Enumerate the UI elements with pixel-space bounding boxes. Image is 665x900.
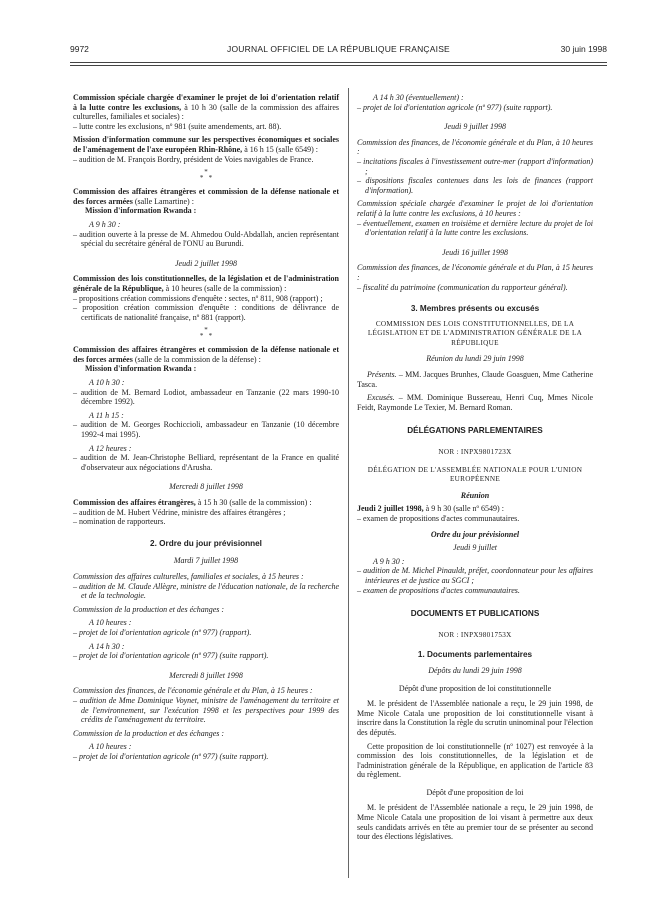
reunion-heading: Réunion [460, 490, 490, 500]
list-item: – audition de M. François Bordry, président de Voies navigables de France. [73, 154, 314, 164]
mission-label: Mission d'information Rwanda : [85, 206, 197, 216]
block-mission-rhin-rhone: Mission d'information commune sur les perspectives économiques et sociales de l'aménagement de l'axe européen Rhin-Rhône, à 16 h 15 (salle 6549) : [73, 135, 339, 154]
time-label: A 12 heures : [89, 443, 132, 453]
date-heading: Jeudi 2 juillet 1998 [175, 258, 237, 268]
list-item: – audition ouverte à la presse de M. Ahmedou Ould-Abdallah, ancien représentant spécial du secrétaire général de l'ONU au Burundi. [73, 229, 339, 249]
list-item: – audition de M. Bernard Lodiot, ambassadeur en Tanzanie (22 mars 1990-10 décembre 1992). [73, 387, 339, 407]
separator-stars: * * * [199, 326, 213, 341]
left-column [73, 93, 339, 761]
separator-stars: * * * [199, 168, 213, 183]
list-item: – audition de M. Jean-Christophe Belliard, représentant de la France en qualité d'observateur aux négociations d'Arusha. [73, 453, 339, 472]
deposit-title: Dépôt d'une proposition de loi [426, 787, 524, 797]
list-item: – nomination de rapporteurs. [73, 517, 166, 527]
nor-reference: NOR : INPX9801753X [438, 630, 512, 639]
commission-name: COMMISSION DES LOIS CONSTITUTIONNELLES, DE LA LÉGISLATION ET DE L'ADMINISTRATION GÉNÉRALE DE LA RÉPUBLIQUE [367, 319, 583, 347]
meeting-line: Jeudi 2 juillet 1998, à 9 h 30 (salle nº 6549) : [357, 504, 504, 514]
list-item: – projet de loi d'orientation agricole (nº 977) (suite rapport). [357, 102, 553, 112]
commission-line: Commission des finances, de l'économie générale et du Plan, à 15 heures : [73, 686, 313, 696]
list-item: – projet de loi d'orientation agricole (nº 977) (suite rapport). [73, 751, 269, 761]
commission-line: Commission de la production et des échanges : [73, 604, 225, 614]
mission-label: Mission d'information Rwanda : [85, 364, 197, 374]
list-item: – fiscalité du patrimoine (communication du rapporteur général). [357, 282, 568, 292]
time-label: A 14 h 30 : [89, 641, 125, 651]
paragraph: M. le président de l'Assemblée nationale a reçu, le 29 juin 1998, de Mme Nicole Catala une proposition de loi constitutionnelle visant à inscrire dans la Constitution la règle du scrutin uninominal pour l'élection des députés. [357, 699, 593, 737]
journal-title: JOURNAL OFFICIEL DE LA RÉPUBLIQUE FRANÇAISE [227, 44, 450, 54]
section-heading: 2. Ordre du jour prévisionnel [150, 538, 262, 548]
time-label: A 14 h 30 (éventuellement) : [373, 93, 464, 102]
list-item: – examen de propositions d'actes communautaires. [357, 514, 520, 523]
delegation-name: DÉLÉGATION DE L'ASSEMBLÉE NATIONALE POUR L'UNION EUROPÉENNE [367, 465, 583, 484]
list-item: – projet de loi d'orientation agricole (nº 977) (suite rapport). [73, 651, 269, 661]
list-item: – lutte contre les exclusions, nº 981 (suite amendements, art. 88). [73, 121, 282, 131]
time-label: A 9 h 30 : [89, 219, 121, 229]
list-item: – dispositions fiscales contenues dans les lois de finances (rapport d'information). [357, 176, 593, 195]
block-affaires-etrangeres-3: Commission des affaires étrangères, à 15 h 30 (salle de la commission) : [73, 498, 312, 507]
commission-line: Commission spéciale chargée d'examiner le projet de loi d'orientation relatif à la lutte contre les exclusions, à 10 heures : [357, 199, 593, 218]
nor-reference: NOR : INPX9801723X [438, 448, 512, 457]
issue-date: 30 juin 1998 [560, 44, 607, 54]
block-commission-speciale: Commission spéciale chargée d'examiner le projet de loi d'orientation relatif à la lutte contre les exclusions, à 10 h 30 (salle de la commission des affaires culturelles, familiales et sociales) : [73, 93, 340, 122]
present-members: Présents. – MM. Jacques Brunhes, Claude Goasguen, Mme Catherine Tasca. [357, 370, 593, 389]
time-label: A 10 h 30 : [89, 378, 125, 388]
time-label: A 10 heures : [89, 742, 132, 752]
commission-line: Commission des finances, de l'économie générale et du Plan, à 15 heures : [357, 263, 593, 282]
header-rule [70, 62, 607, 63]
list-item: – audition de M. Claude Allègre, ministre de l'éducation nationale, de la recherche et de la technologie. [73, 581, 339, 601]
subsection-heading: 1. Documents parlementaires [417, 650, 533, 660]
paragraph: M. le président de l'Assemblée nationale a reçu, le 29 juin 1998, de Mme Nicole Catala une proposition de loi visant à permettre aux deux seuls candidats arrivés en tête au premier tour de se présenter au second tour des élections législatives. [357, 803, 593, 842]
date-heading: Mercredi 8 juillet 1998 [169, 482, 243, 492]
meeting-date: Réunion du lundi 29 juin 1998 [426, 354, 524, 364]
list-item: – audition de M. Hubert Védrine, ministre des affaires étrangères ; [73, 507, 286, 517]
page-header [70, 40, 607, 56]
deposit-title: Dépôt d'une proposition de loi constitutionnelle [398, 683, 552, 693]
date-heading: Dépôts du lundi 29 juin 1998 [428, 665, 522, 675]
time-label: A 9 h 30 : [373, 556, 405, 566]
time-label: A 10 heures : [89, 618, 132, 628]
excused-members: Excusés. – MM. Dominique Bussereau, Henri Cuq, Mmes Nicole Feidt, Raymonde Le Texier, M. Bernard Roman. [357, 393, 593, 412]
list-item: – audition de Mme Dominique Voynet, ministre de l'aménagement du territoire et de l'environnement, sur l'exécution 1998 et les perspectives pour 1999 des crédits de l'aménagement du territoire. [73, 695, 339, 725]
date-heading: Mercredi 8 juillet 1998 [169, 670, 243, 680]
commission-line: Commission des affaires culturelles, familiales et sociales, à 15 heures : [73, 571, 304, 581]
list-item: – éventuellement, examen en troisième et dernière lecture du projet de loi d'orientation relatif à la lutte contre les exclusions. [357, 218, 593, 238]
list-item: – proposition création commission d'enquête : conditions de délivrance de certificats de nationalité française, nº 881 (rapport). [73, 303, 339, 322]
section-heading: DÉLÉGATIONS PARLEMENTAIRES [407, 426, 543, 436]
date-heading: Jeudi 9 juillet [453, 543, 497, 553]
list-item: – examen de propositions d'actes communautaires. [357, 585, 520, 595]
commission-line: Commission de la production et des échanges : [73, 728, 225, 738]
block-affaires-etrangeres: Commission des affaires étrangères et commission de la défense nationale et des forces armées (salle Lamartine) : [73, 187, 339, 206]
section-heading: 3. Membres présents ou excusés [410, 304, 540, 314]
date-heading: Jeudi 16 juillet 1998 [442, 247, 508, 257]
right-column [357, 93, 593, 842]
header-rule-double [70, 65, 607, 66]
page-number: 9972 [70, 44, 89, 54]
date-heading: Mardi 7 juillet 1998 [173, 556, 239, 566]
list-item: – projet de loi d'orientation agricole (nº 977) (rapport). [73, 627, 252, 637]
date-heading: Jeudi 9 juillet 1998 [444, 122, 506, 132]
time-label: A 11 h 15 : [89, 410, 124, 420]
list-item: – audition de M. Michel Pinauldt, préfet, coordonnateur pour les affaires intérieures et de justice au SGCI ; [357, 566, 593, 585]
block-commission-lois: Commission des lois constitutionnelles, de la législation et de l'administration générale de la République, à 10 heures (salle de la commission) : [73, 274, 339, 293]
list-item: – audition de M. Georges Rochiccioli, ambassadeur en Tanzanie (10 décembre 1992-4 mai 1995). [73, 420, 339, 440]
odj-heading: Ordre du jour prévisionnel [430, 529, 520, 539]
block-affaires-etrangeres-2: Commission des affaires étrangères et commission de la défense nationale et des forces armées (salle de la commission de la défense) : [73, 345, 339, 364]
paragraph: Cette proposition de loi constitutionnelle (nº 1027) est renvoyée à la commission des lois constitutionnelles, de la législation et de l'administration générale de la République, en application de l'article 83 du règlement. [357, 741, 593, 780]
commission-line: Commission des finances, de l'économie générale et du Plan, à 10 heures : [357, 137, 593, 157]
list-item: – incitations fiscales à l'investissement outre-mer (rapport d'information) ; [357, 156, 593, 176]
column-divider [348, 88, 349, 878]
section-heading: DOCUMENTS ET PUBLICATIONS [410, 609, 540, 619]
list-item: – propositions création commissions d'enquête : sectes, nº 811, 908 (rapport) ; [73, 293, 323, 303]
